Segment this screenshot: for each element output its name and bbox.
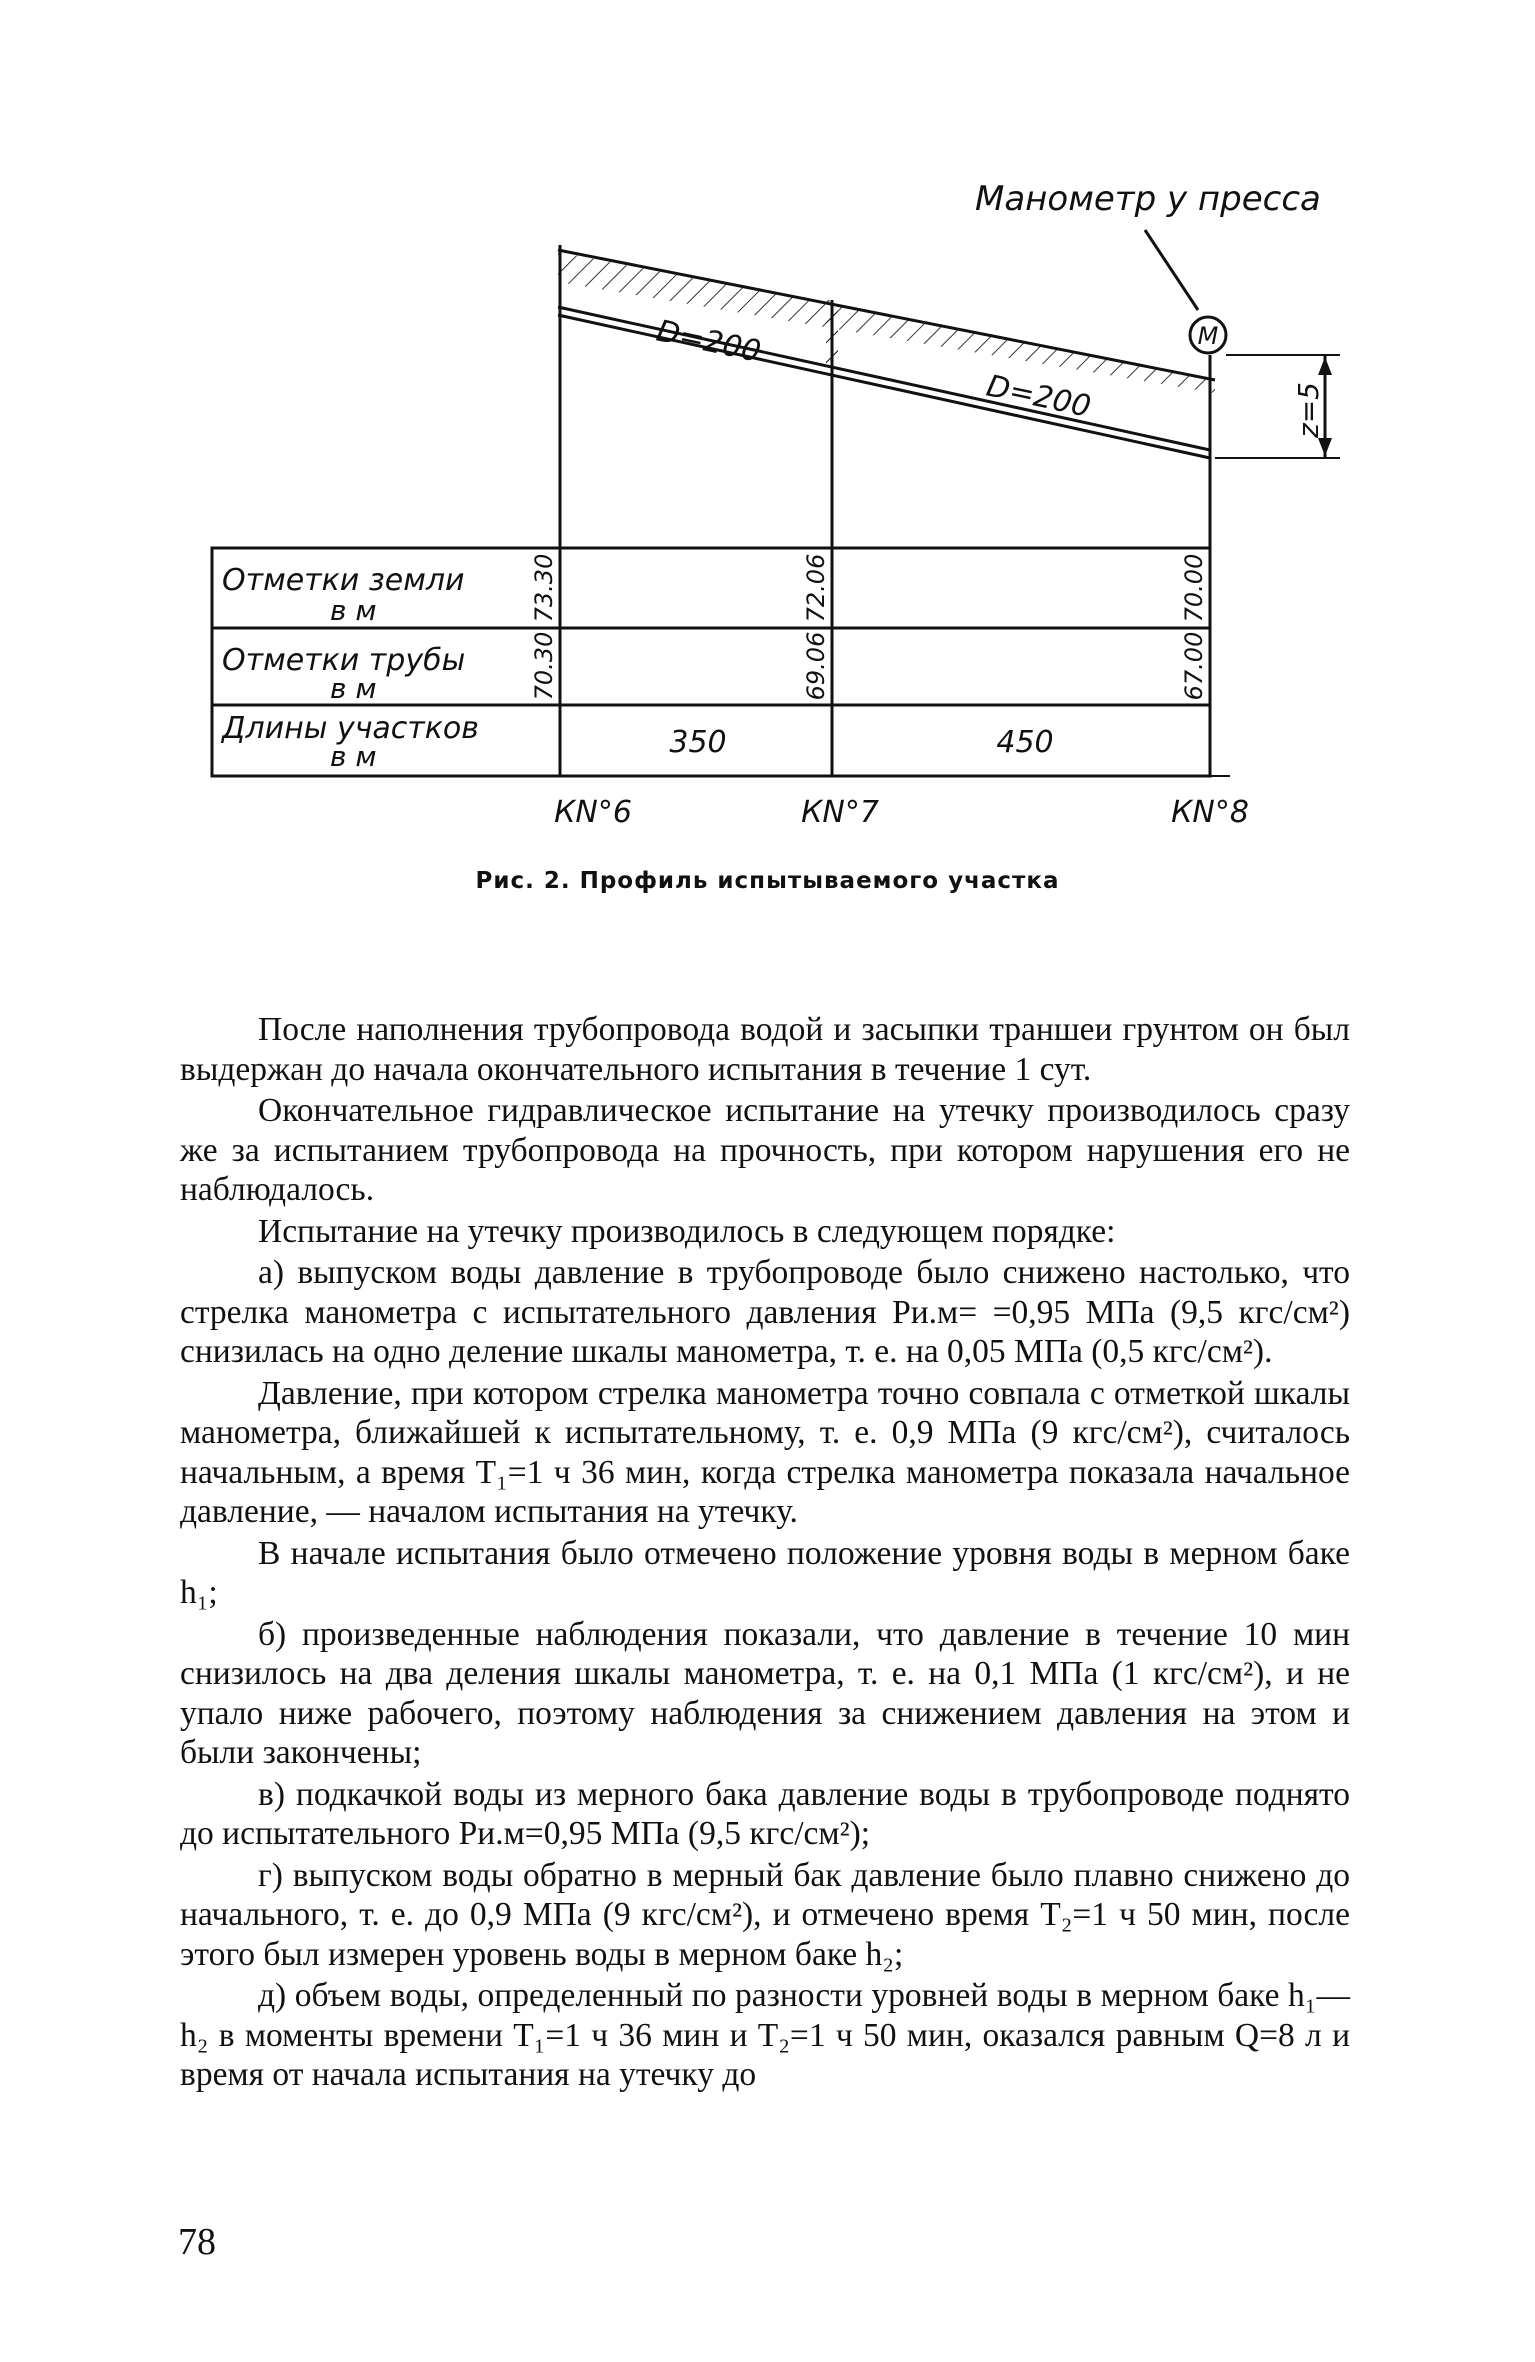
row-unit-pipe: в м (330, 672, 377, 705)
page-number: 78 (178, 2221, 216, 2263)
row-unit-ground: в м (330, 594, 377, 627)
length-6-7: 350 (669, 725, 727, 760)
ground-mark-7: 72.06 (802, 553, 830, 623)
paragraph: б) произведенные наблюдения показали, что давление в течение 10 мин снизилось на два деления шкалы манометра, т. е. на 0,1 МПа (1 кгс/см²), и не упало ниже рабочего, поэтому наблюдения за снижением давления на этом и были закончены; (180, 1615, 1350, 1771)
manometer-symbol: M (1197, 322, 1219, 350)
paragraph: г) выпуском воды обратно в мерный бак давление было плавно снижено до начального, т. е. до 0,9 МПа (9 кгс/см²), и отмечено время T₂=1 ч 50 мин, после этого был измерен уровень воды в мерном баке h₂; (180, 1856, 1350, 1973)
diameter-label-1: D=200 (653, 313, 764, 370)
ground-mark-6: 73.30 (530, 553, 558, 623)
ground-mark-8: 70.00 (1180, 553, 1208, 623)
paragraph: После наполнения трубопровода водой и засыпки траншеи грунтом он был выдержан до начала окончательного испытания в течение 1 сут. (180, 1011, 1350, 1088)
row-label-pipe: Отметки трубы (222, 643, 466, 678)
paragraph: В начале испытания было отмечено положение уровня воды в мерном баке h₁; (180, 1534, 1350, 1611)
figure-caption: Рис. 2. Профиль испытываемого участка (475, 868, 1060, 894)
gauge-leader-line (1145, 230, 1198, 310)
pipe-mark-8: 67.00 (1180, 631, 1208, 701)
pipe-mark-7: 69.06 (802, 631, 830, 701)
paragraph: Испытание на утечку производилось в следующем порядке: (258, 1212, 1116, 1250)
length-7-8: 450 (996, 725, 1054, 760)
paragraph: Давление, при котором стрелка манометра точно совпала с отметкой шкалы манометра, ближайшей к испытательному, т. е. 0,9 МПа (9 кгс/см²), считалось начальным, а время T₁=1 ч 36 мин, когда стрелка манометра показала начальное давление, — началом испытания на утечку. (180, 1374, 1350, 1530)
well-label-8: КN°8 (1171, 795, 1249, 830)
well-7-hatch (826, 300, 838, 370)
paragraph: Окончательное гидравлическое испытание на утечку производилось сразу же за испытанием трубопровода на прочность, при котором нарушения его не наблюдалось. (180, 1092, 1350, 1208)
row-label-lengths: Длины участков (222, 711, 479, 746)
well-label-7: КN°7 (801, 795, 879, 830)
pipeline-profile-figure (0, 0, 1535, 840)
paragraph: в) подкачкой воды из мерного бака давление воды в трубопроводе поднято до испытательного Pи.м=0,95 МПа (9,5 кгс/см²); (180, 1775, 1350, 1852)
row-unit-lengths: в м (330, 740, 377, 773)
well-label-6: КN°6 (554, 795, 632, 830)
row-label-ground: Отметки земли (222, 563, 465, 598)
height-dim-arrow-top (1318, 357, 1332, 375)
ground-surface-line (558, 250, 1215, 380)
paragraph: д) объем воды, определенный по разности уровней воды в мерном баке h₁—h₂ в моменты времени T₁=1 ч 36 мин и T₂=1 ч 50 мин, оказался равным Q=8 л и время от начала испытания на утечку до (180, 1977, 1350, 2093)
gauge-label: Манометр у пресса (975, 179, 1321, 219)
body-text (180, 1010, 1350, 2097)
paragraph: а) выпуском воды давление в трубопроводе было снижено настолько, что стрелка манометра с испытательного давления Pи.м= =0,95 МПа (9,5 кгс/см²) снизилась на одно деление шкалы манометра, т. е. на 0,05 МПа (0,5 кгс/см²). (180, 1254, 1350, 1370)
height-dim-arrow-bottom (1318, 438, 1332, 456)
diameter-label-2: D=200 (983, 368, 1094, 425)
pipe-mark-6: 70.30 (530, 631, 558, 701)
ground-hatching (558, 252, 1215, 393)
height-dim-label: z=5 (1292, 382, 1325, 438)
